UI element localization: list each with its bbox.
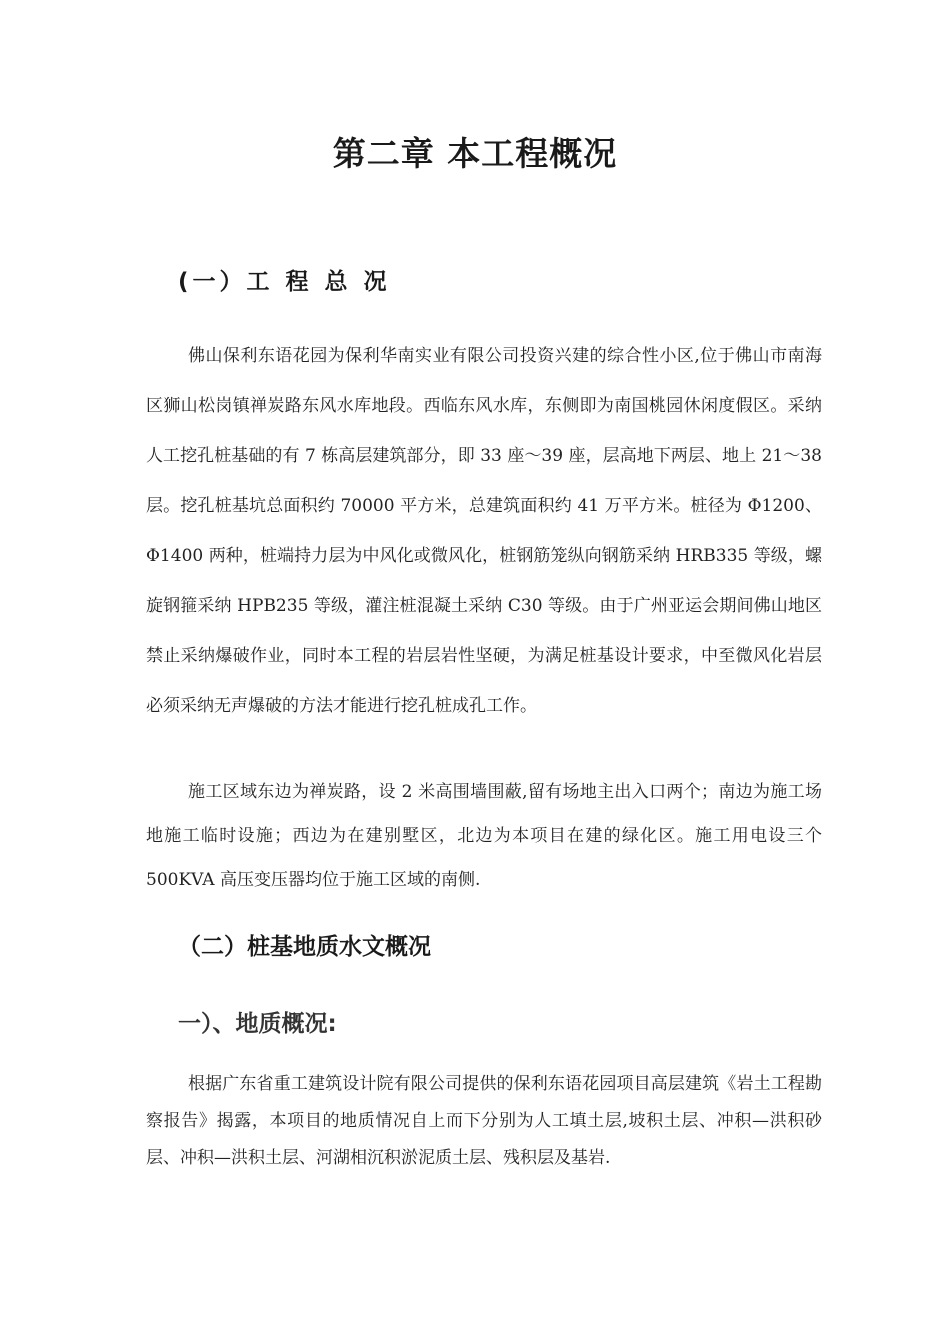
chapter-title: 第二章 本工程概况: [332, 134, 618, 173]
subsection-heading-geology: 一）、地质概况:: [178, 1011, 337, 1037]
geology-paragraph: 根据广东省重工建筑设计院有限公司提供的保利东语花园项目高层建筑《岩土工程勘察报告》揭露，本项目的地质情况自上而下分别为人工填土层,坡积土层、冲积—洪积砂层、冲积—洪积土层、河湖相沉积淤泥质土层、残积层及基岩.: [146, 1074, 822, 1168]
overview-paragraph-1: 佛山保利东语花园为保利华南实业有限公司投资兴建的综合性小区,位于佛山市南海区狮山松岗镇禅炭路东风水库地段。西临东风水库，东侧即为南国桃园休闲度假区。采纳人工挖孔桩基础的有 7 栋高层建筑部分，即 33 座～39 座，层高地下两层、地上 21～38 层。挖孔桩基坑总面积约 70000 平方米，总建筑面积约 41 万平方米。桩径为 Φ1200、Φ1400 两种，桩端持力层为中风化或微风化，桩钢筋笼纵向钢筋采纳 HRB335 等级，螺旋钢箍采纳 HPB235 等级，灌注桩混凝土采纳 C30 等级。由于广州亚运会期间佛山地区禁止采纳爆破作业，同时本工程的岩层岩性坚硬，为满足桩基设计要求，中至微风化岩层必须采纳无声爆破的方法才能进行挖孔桩成孔工作。: [146, 346, 822, 716]
overview-paragraph-2: 施工区域东边为禅炭路，设 2 米高围墙围蔽,留有场地主出入口两个；南边为施工场地施工临时设施；西边为在建别墅区，北边为本项目在建的绿化区。施工用电设三个 500KVA 高压变压器均位于施工区域的南侧.: [146, 782, 822, 890]
section-heading-overview: (一）工 程 总 况: [178, 269, 391, 295]
section-heading-geology-hydrology: （二）桩基地质水文概况: [178, 934, 431, 960]
